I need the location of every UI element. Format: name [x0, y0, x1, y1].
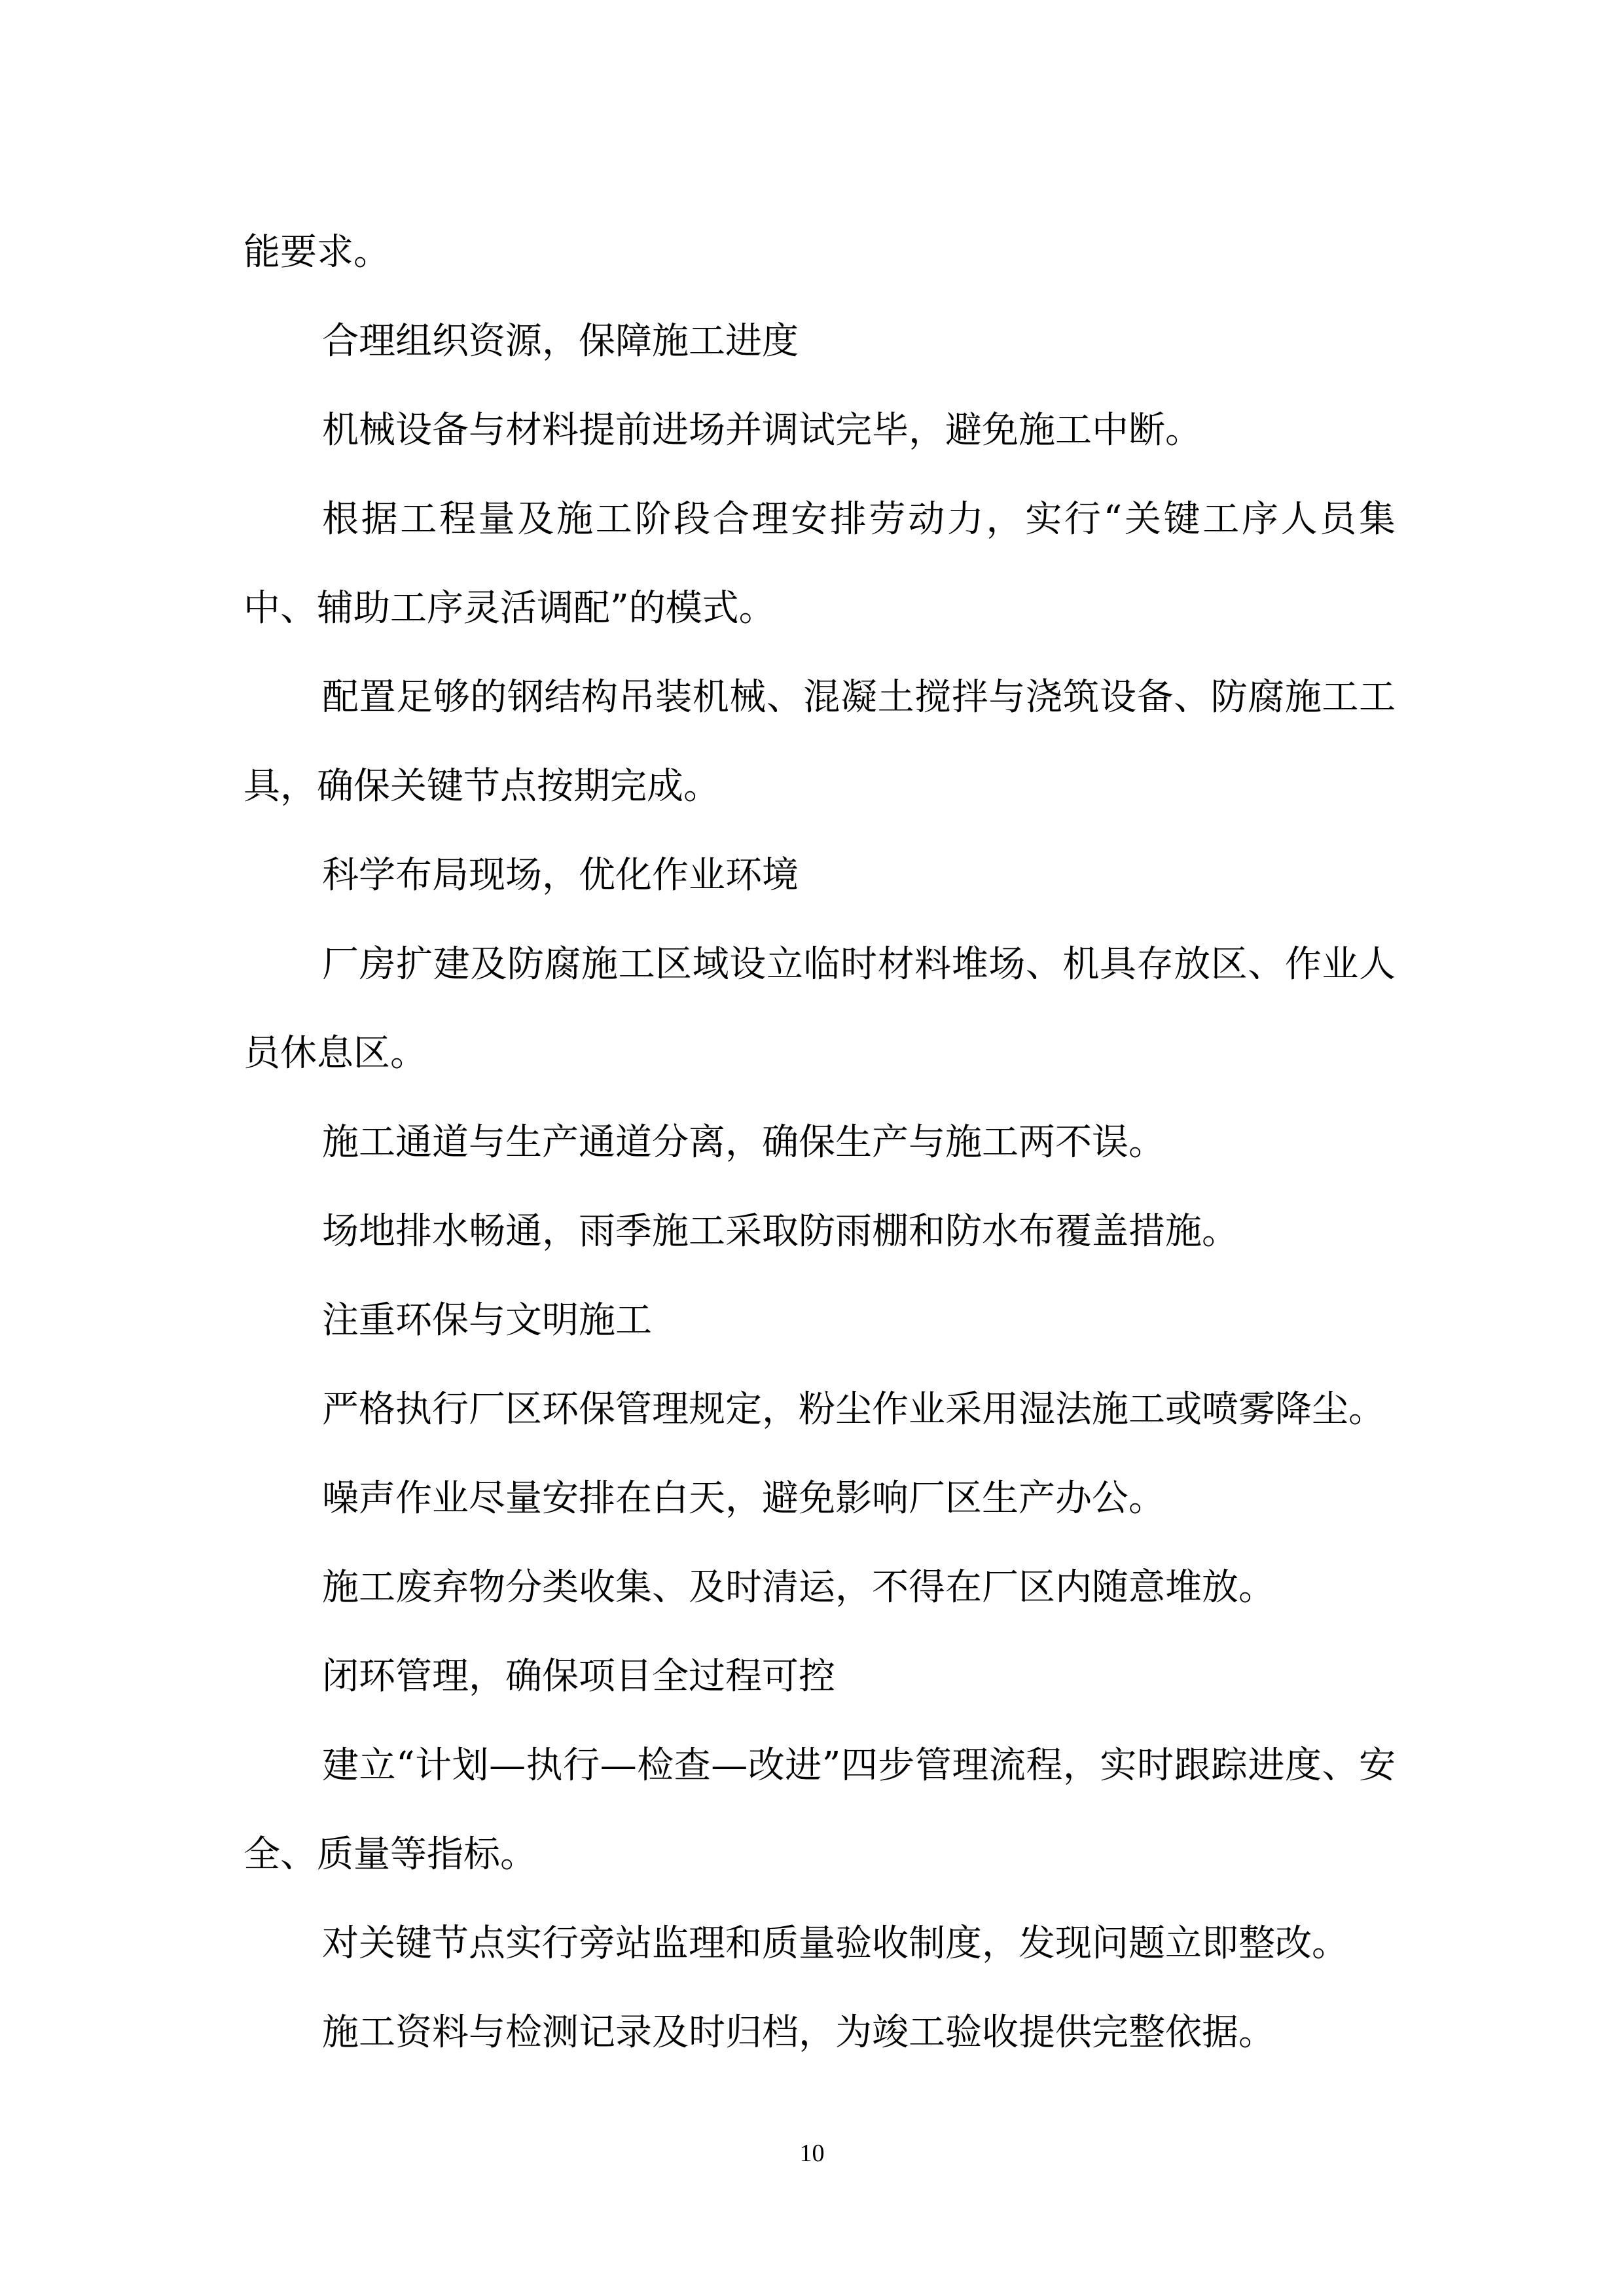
- paragraph-pdca: 建立“计划—执行—检查—改进”四步管理流程，实时跟踪进度、安全、质量等指标。: [244, 1744, 1396, 1876]
- paragraph-passages: 施工通道与生产通道分离，确保生产与施工两不误。: [322, 1121, 1165, 1164]
- paragraph-equipment: 机械设备与材料提前进场并调试完毕，避免施工中断。: [322, 409, 1202, 452]
- paragraph-dust-control: 严格执行厂区环保管理规定，粉尘作业采用湿法施工或喷雾降尘。: [322, 1388, 1385, 1431]
- section-heading-layout: 科学布局现场，优化作业环境: [322, 854, 799, 897]
- paragraph-archiving: 施工资料与检测记录及时归档，为竣工验收提供完整依据。: [322, 2011, 1275, 2054]
- section-heading-resources: 合理组织资源，保障施工进度: [322, 320, 799, 363]
- paragraph-labor: 根据工程量及施工阶段合理安排劳动力，实行“关键工序人员集中、辅助工序灵活调配”的模式。: [244, 498, 1396, 630]
- paragraph-supervision: 对关键节点实行旁站监理和质量验收制度，发现问题立即整改。: [322, 1922, 1348, 1965]
- paragraph-machinery: 配置足够的钢结构吊装机械、混凝土搅拌与浇筑设备、防腐施工工具，确保关键节点按期完成。: [244, 676, 1396, 808]
- paragraph-continuation: 能要求。: [244, 231, 390, 274]
- paragraph-drainage: 场地排水畅通，雨季施工采取防雨棚和防水布覆盖措施。: [322, 1210, 1238, 1253]
- page-number: 10: [799, 2140, 825, 2167]
- paragraph-noise-control: 噪声作业尽量安排在白天，避免影响厂区生产办公。: [322, 1477, 1165, 1520]
- section-heading-closed-loop: 闭环管理，确保项目全过程可控: [322, 1655, 835, 1698]
- paragraph-storage-areas: 厂房扩建及防腐施工区域设立临时材料堆场、机具存放区、作业人员休息区。: [244, 943, 1396, 1075]
- section-heading-environment: 注重环保与文明施工: [322, 1299, 652, 1342]
- paragraph-waste: 施工废弃物分类收集、及时清运，不得在厂区内随意堆放。: [322, 1566, 1275, 1609]
- document-body: [244, 208, 1396, 2077]
